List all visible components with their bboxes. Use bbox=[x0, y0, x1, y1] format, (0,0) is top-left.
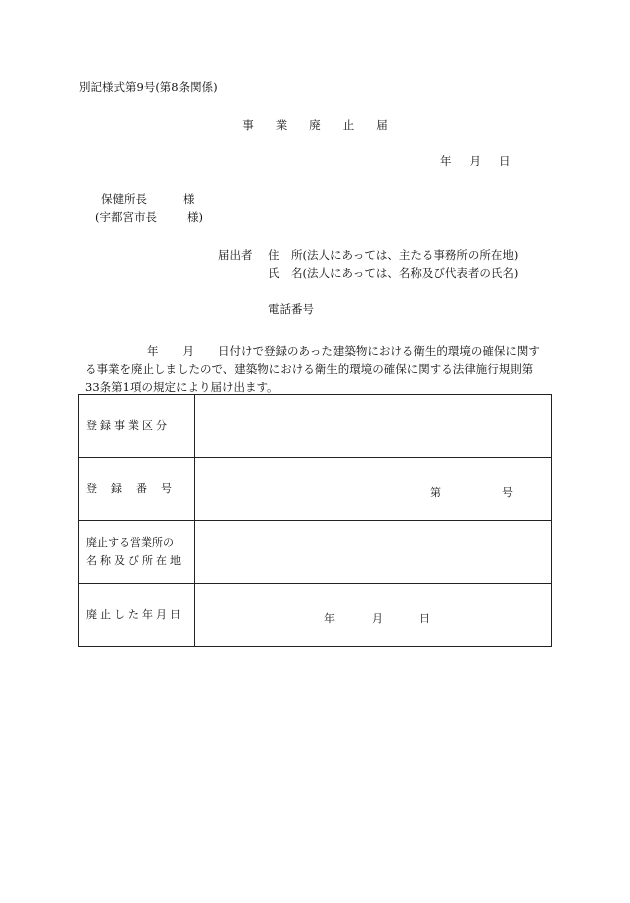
honorific: 様) bbox=[187, 210, 203, 224]
title-char: 事 bbox=[242, 118, 254, 132]
business-category-field[interactable] bbox=[195, 395, 552, 458]
number-suffix: 号 bbox=[502, 486, 513, 499]
body-month: 月 bbox=[182, 344, 194, 358]
table-row bbox=[79, 395, 552, 458]
body-line-1 bbox=[79, 342, 554, 360]
closure-year: 年 bbox=[324, 612, 335, 625]
date-year: 年 bbox=[440, 154, 452, 168]
notice-body bbox=[79, 342, 554, 396]
addressee-mayor: (宇都宮市長 bbox=[95, 210, 157, 224]
number-prefix: 第 bbox=[430, 486, 441, 499]
closure-date-label: 廃止した年月日 bbox=[79, 584, 195, 647]
name-note: (法人にあっては、名称及び代表者の氏名) bbox=[302, 266, 519, 280]
address-note: (法人にあっては、主たる事務所の所在地) bbox=[302, 248, 519, 262]
table-row bbox=[79, 458, 552, 521]
closure-month: 月 bbox=[372, 612, 383, 625]
submission-date bbox=[440, 156, 511, 168]
notification-table bbox=[78, 394, 552, 647]
applicant-address bbox=[268, 250, 518, 262]
closure-day: 日 bbox=[419, 612, 430, 625]
addressee-line-1 bbox=[101, 194, 195, 206]
phone-label: 電話番号 bbox=[268, 302, 314, 316]
closure-date-field[interactable] bbox=[195, 584, 552, 647]
body-line-2: る事業を廃止しましたので、建築物における衛生的環境の確保に関する法律施行規則第 bbox=[85, 362, 534, 376]
body-line-3: 33条第1項の規定により届け出ます。 bbox=[85, 380, 279, 394]
title-char: 業 bbox=[275, 118, 288, 132]
body-line-1-rest: 日付けで登録のあった建築物における衛生的環境の確保に関す bbox=[218, 344, 540, 358]
applicant-name bbox=[268, 268, 518, 280]
closed-office-field[interactable] bbox=[195, 521, 552, 584]
addressee-health-center: 保健所長 bbox=[101, 192, 147, 206]
title-char: 届 bbox=[376, 118, 388, 132]
table-row bbox=[79, 521, 552, 584]
body-year: 年 bbox=[147, 344, 159, 358]
applicant-label: 届出者 bbox=[218, 248, 253, 262]
honorific: 様 bbox=[183, 192, 195, 206]
table-row bbox=[79, 584, 552, 647]
closed-office-label: 廃止する営業所の 名称及び所在地 bbox=[79, 521, 195, 584]
form-number-label: 別記様式第9号(第8条関係) bbox=[79, 80, 218, 94]
date-day: 日 bbox=[499, 154, 511, 168]
addressee-line-2 bbox=[95, 212, 203, 224]
registration-number-label: 登 録 番 号 bbox=[79, 458, 195, 521]
name-label: 氏 名 bbox=[268, 266, 303, 280]
document-title bbox=[0, 120, 630, 132]
registration-number-field[interactable] bbox=[195, 458, 552, 521]
date-month: 月 bbox=[469, 154, 481, 168]
title-char: 止 bbox=[342, 118, 355, 132]
address-label: 住 所 bbox=[268, 248, 303, 262]
title-char: 廃 bbox=[309, 118, 321, 132]
business-category-label: 登録事業区分 bbox=[79, 395, 195, 458]
